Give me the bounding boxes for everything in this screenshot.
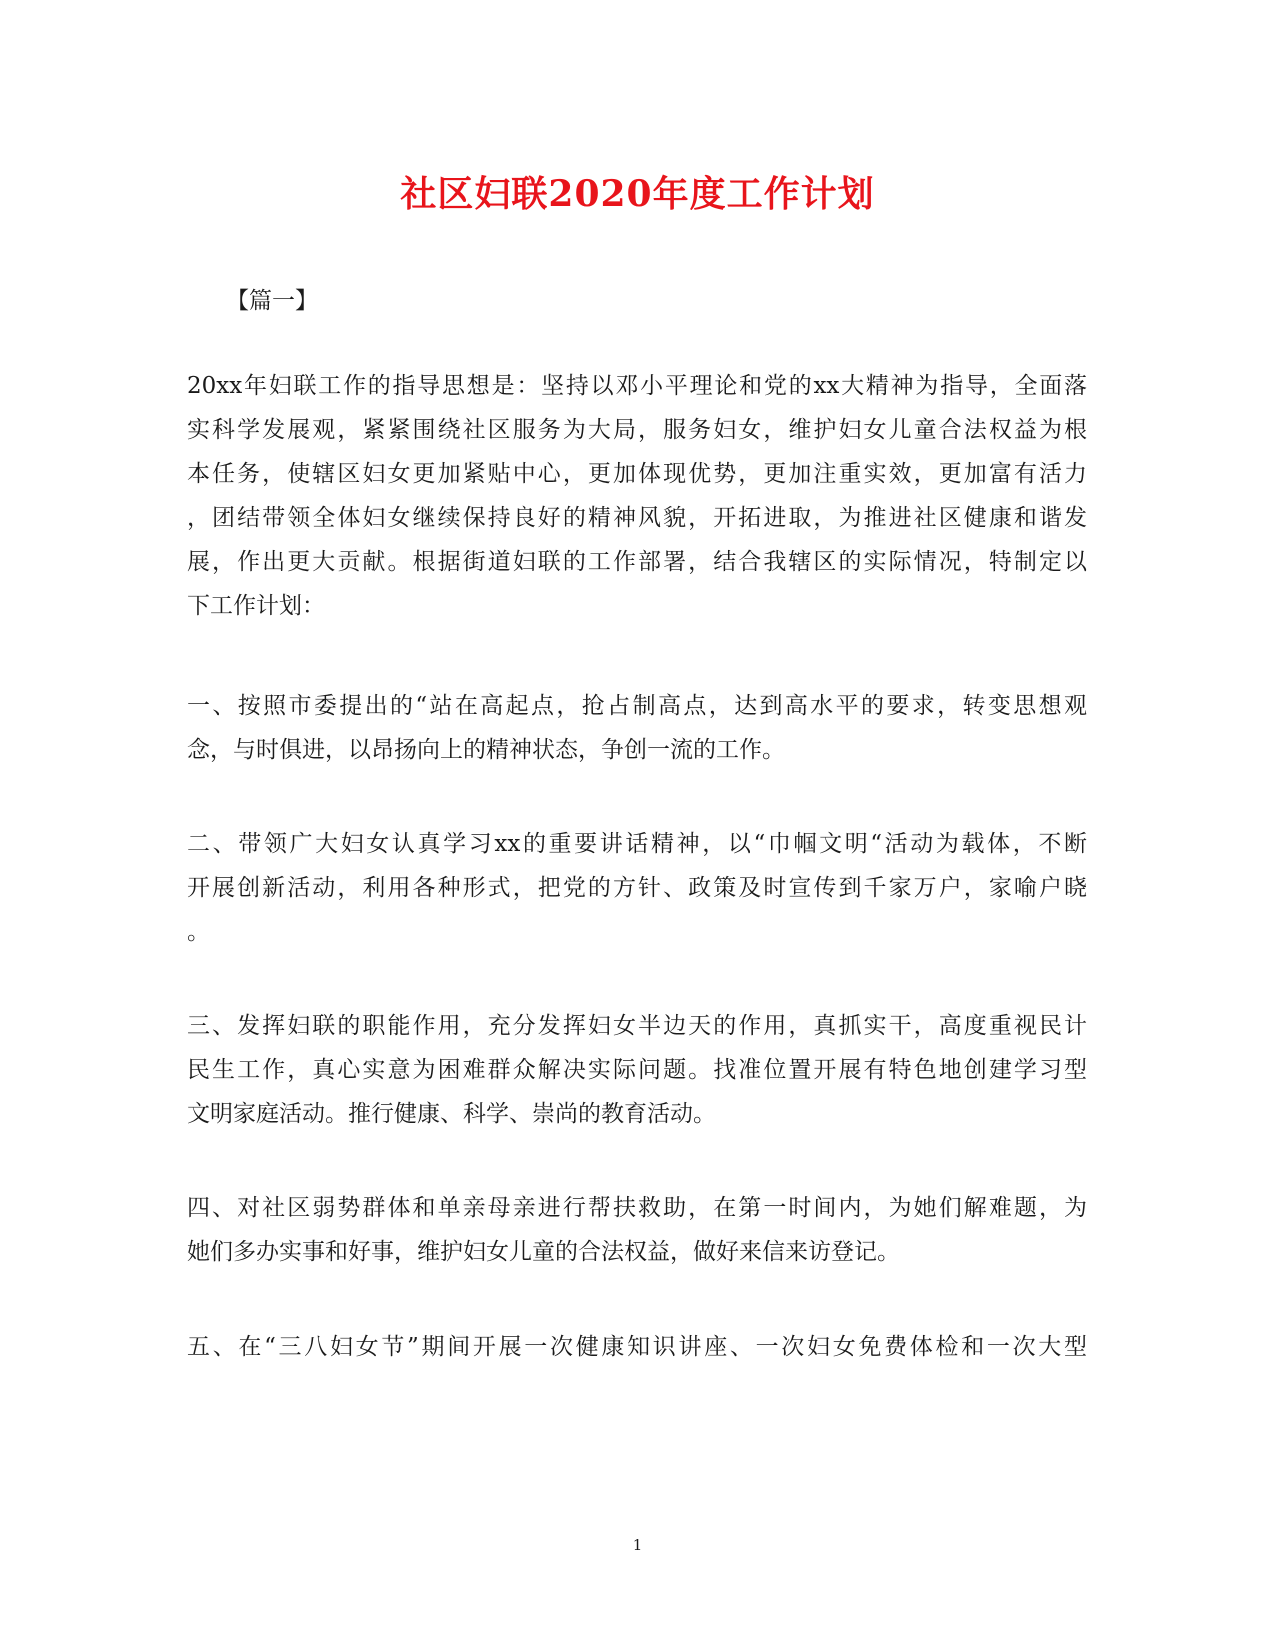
paragraph-item-5 xyxy=(187,1325,1087,1369)
paragraph-guiding-thought xyxy=(187,364,1087,628)
paragraph-line: 念，与时俱进，以昂扬向上的精神状态，争创一流的工作。 xyxy=(187,737,785,763)
paragraph-line: 本任务，使辖区妇女更加紧贴中心，更加体现优势，更加注重实效，更加富有活力 xyxy=(187,461,1087,487)
paragraph-item-2 xyxy=(187,822,1087,954)
paragraph-line: 二、带领广大妇女认真学习xx的重要讲话精神，以“巾帼文明“活动为载体，不断 xyxy=(187,831,1087,857)
paragraph-line: 20xx年妇联工作的指导思想是：坚持以邓小平理论和党的xx大精神为指导，全面落 xyxy=(187,373,1087,399)
paragraph-line: 一、按照市委提出的“站在高起点，抢占制高点，达到高水平的要求，转变思想观 xyxy=(187,693,1087,719)
paragraph-line: 。 xyxy=(187,919,210,945)
section-heading: 【篇一】 xyxy=(226,288,318,314)
paragraph-line: 她们多办实事和好事，维护妇女儿童的合法权益，做好来信来访登记。 xyxy=(187,1239,900,1265)
paragraph-line: 四、对社区弱势群体和单亲母亲进行帮扶救助，在第一时间内，为她们解难题，为 xyxy=(187,1195,1087,1221)
document-title: 社区妇联2020年度工作计划 xyxy=(400,173,875,215)
paragraph-line: 下工作计划： xyxy=(187,593,325,619)
paragraph-line: 三、发挥妇联的职能作用，充分发挥妇女半边天的作用，真抓实干，高度重视民计 xyxy=(187,1013,1087,1039)
paragraph-item-1 xyxy=(187,684,1087,772)
paragraph-line: ，团结带领全体妇女继续保持良好的精神风貌，开拓进取，为推进社区健康和谐发 xyxy=(187,505,1087,531)
paragraph-line: 民生工作，真心实意为困难群众解决实际问题。找准位置开展有特色地创建学习型 xyxy=(187,1057,1087,1083)
paragraph-line: 实科学发展观，紧紧围绕社区服务为大局，服务妇女，维护妇女儿童合法权益为根 xyxy=(187,417,1087,443)
page-number: 1 xyxy=(632,1536,643,1554)
paragraph-line: 五、在“三八妇女节”期间开展一次健康知识讲座、一次妇女免费体检和一次大型 xyxy=(187,1334,1087,1360)
paragraph-line: 开展创新活动，利用各种形式，把党的方针、政策及时宣传到千家万户，家喻户晓 xyxy=(187,875,1087,901)
paragraph-line: 展，作出更大贡献。根据街道妇联的工作部署，结合我辖区的实际情况，特制定以 xyxy=(187,549,1087,575)
paragraph-item-3 xyxy=(187,1004,1087,1136)
paragraph-item-4 xyxy=(187,1186,1087,1274)
paragraph-line: 文明家庭活动。推行健康、科学、崇尚的教育活动。 xyxy=(187,1101,716,1127)
